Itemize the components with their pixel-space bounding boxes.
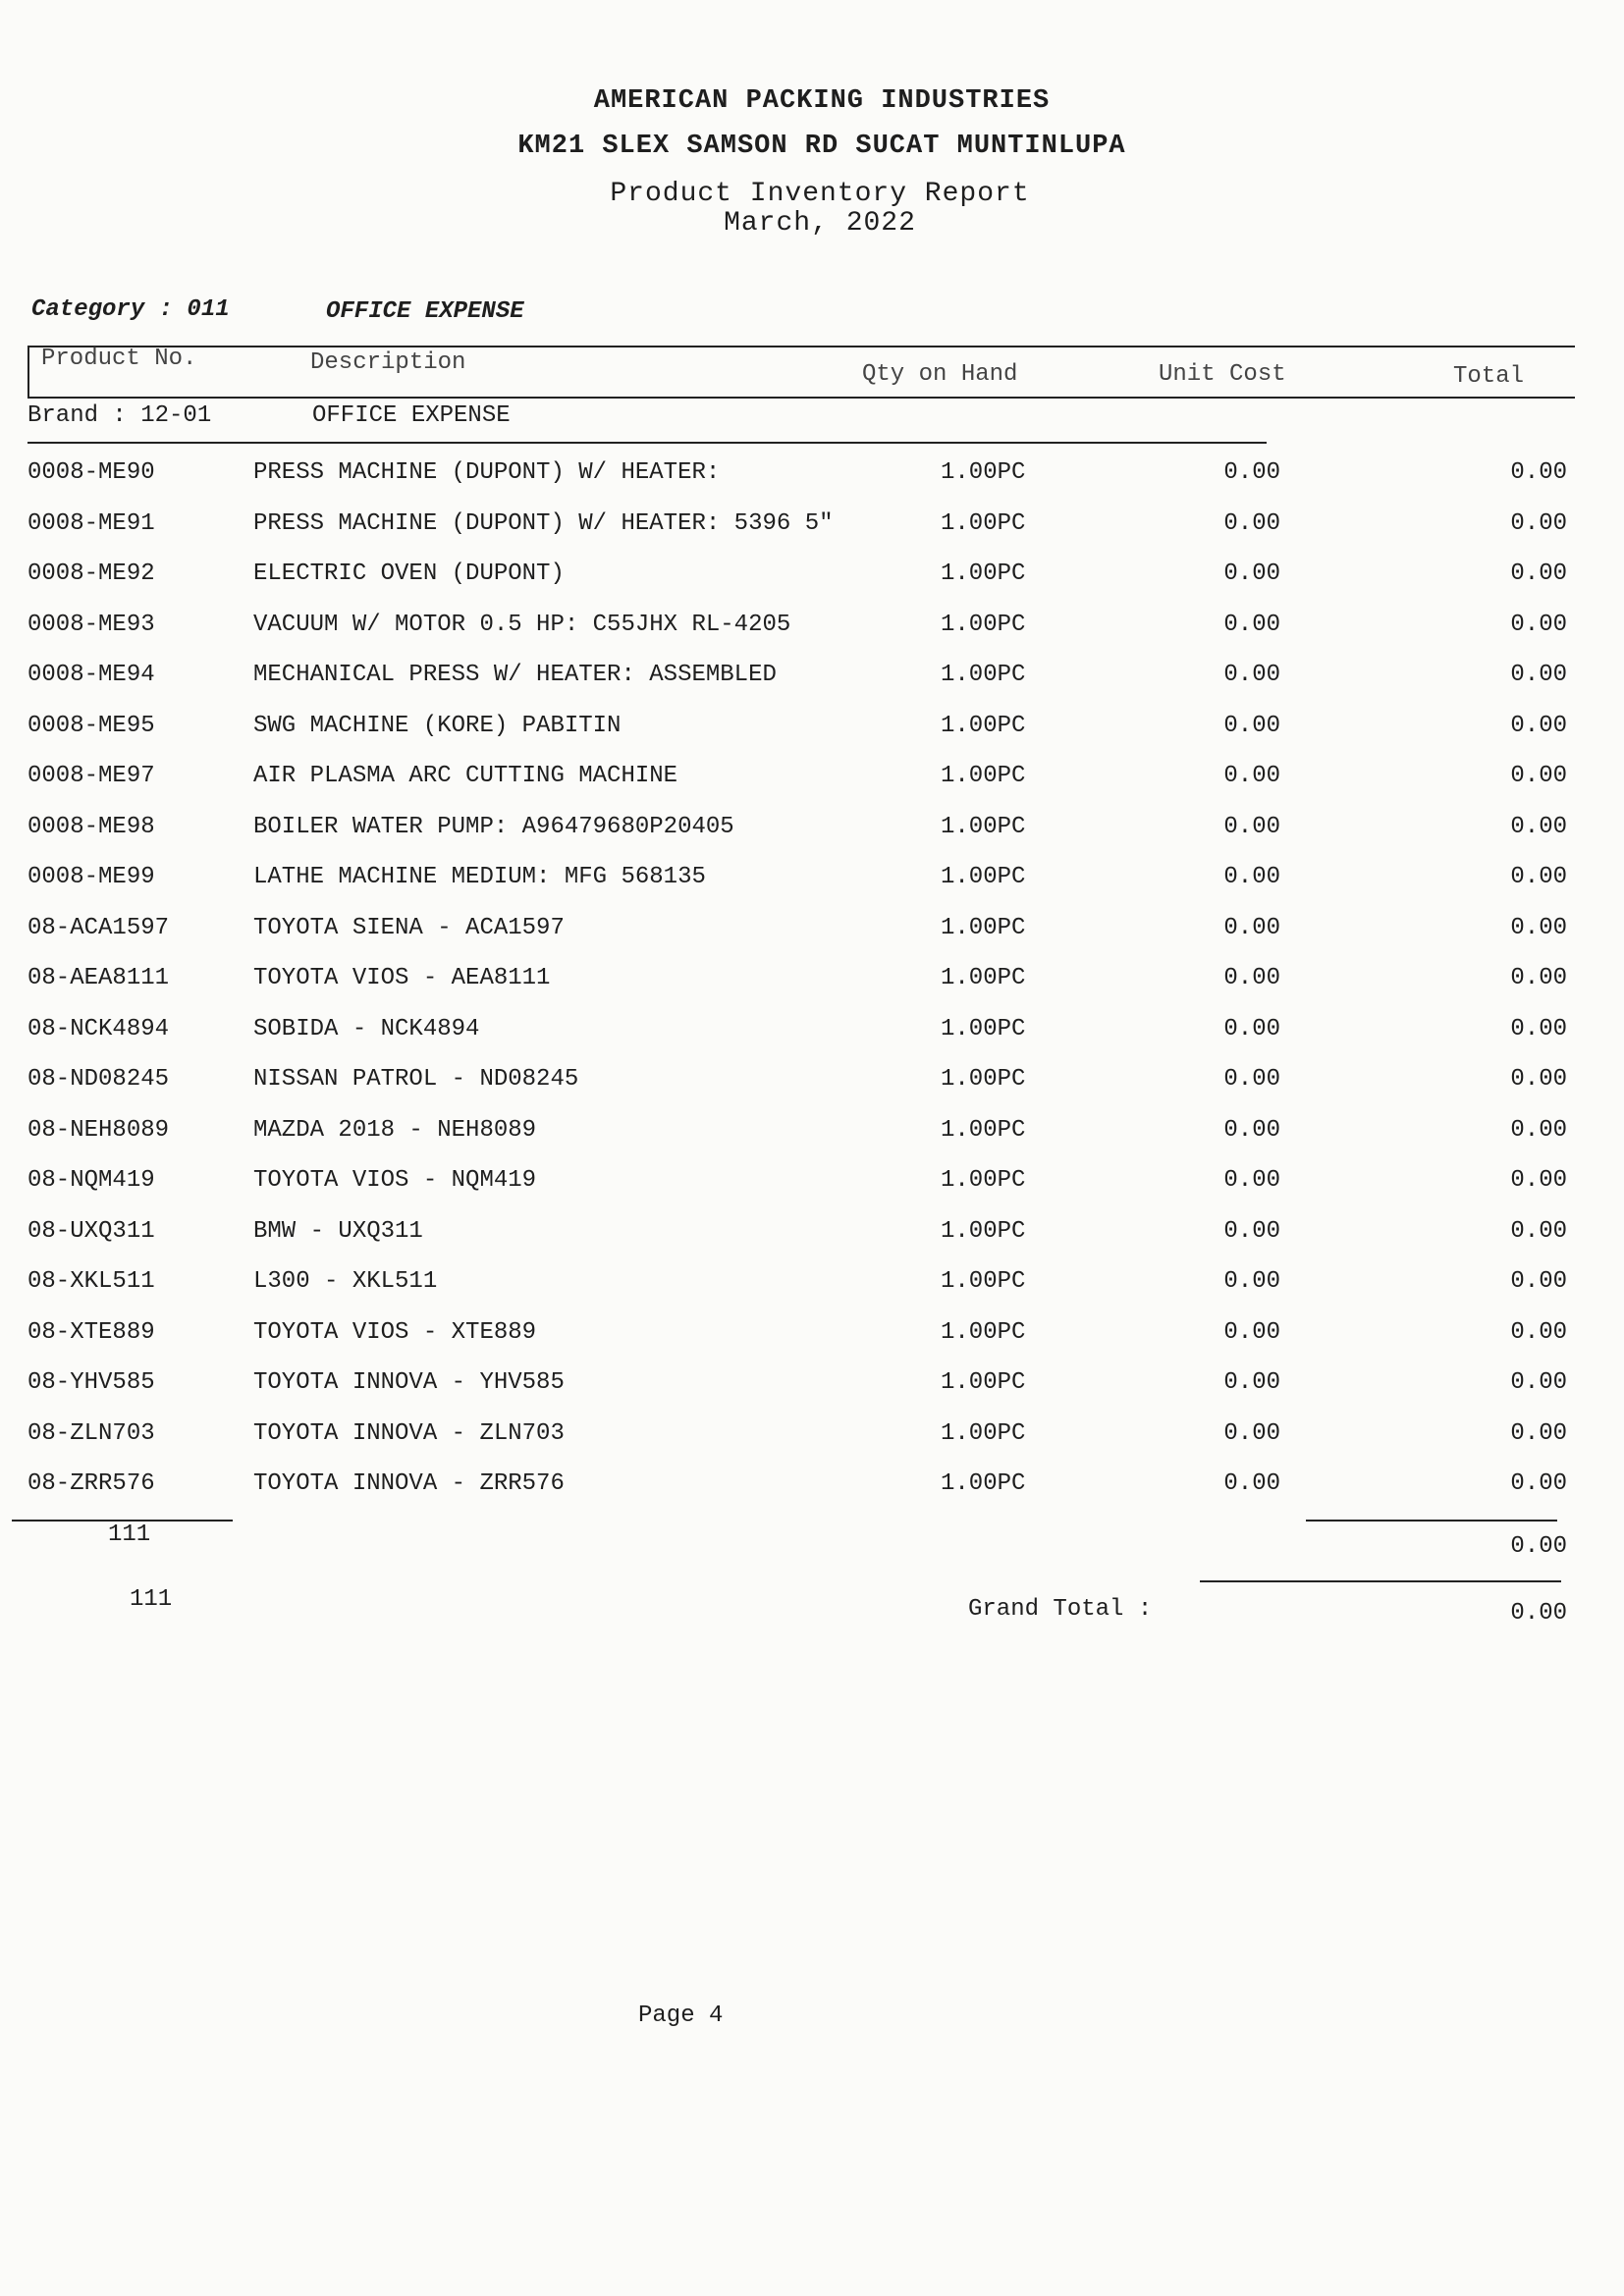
qty-on-hand: 1.00PC <box>941 1066 1026 1093</box>
table-row <box>0 510 1624 561</box>
qty-on-hand: 1.00PC <box>941 1419 1026 1447</box>
line-total: 0.00 <box>1510 509 1567 537</box>
product-description: TOYOTA VIOS - XTE889 <box>253 1318 537 1346</box>
product-no: 08-ZRR576 <box>27 1470 155 1497</box>
product-no: 08-UXQ311 <box>27 1217 155 1245</box>
unit-cost: 0.00 <box>1223 1066 1280 1093</box>
line-total: 0.00 <box>1510 1217 1567 1245</box>
qty-on-hand: 1.00PC <box>941 1470 1026 1497</box>
line-total: 0.00 <box>1510 1268 1567 1295</box>
company-name: AMERICAN PACKING INDUSTRIES <box>593 86 1051 116</box>
product-no: 0008-ME94 <box>27 662 155 688</box>
unit-cost: 0.00 <box>1223 1470 1280 1497</box>
line-total: 0.00 <box>1510 1116 1567 1144</box>
line-total: 0.00 <box>1510 561 1567 587</box>
product-description: MECHANICAL PRESS W/ HEATER: ASSEMBLED <box>253 662 777 688</box>
product-no: 08-ND08245 <box>27 1066 170 1093</box>
table-row <box>0 1167 1624 1218</box>
qty-on-hand: 1.00PC <box>941 459 1026 486</box>
line-total: 0.00 <box>1510 914 1567 941</box>
product-description: TOYOTA VIOS - NQM419 <box>253 1167 537 1194</box>
qty-on-hand: 1.00PC <box>941 662 1026 688</box>
product-no: 0008-ME90 <box>27 459 155 486</box>
product-no: 0008-ME98 <box>27 813 155 840</box>
line-total: 0.00 <box>1510 1066 1567 1093</box>
unit-cost: 0.00 <box>1223 864 1280 890</box>
product-description: BMW - UXQ311 <box>253 1217 423 1245</box>
page-number: Page 4 <box>638 2002 724 2029</box>
col-total: Total <box>1453 363 1525 390</box>
subtotal-code: 111 <box>108 1522 151 1548</box>
unit-cost: 0.00 <box>1223 813 1280 840</box>
product-no: 08-NEH8089 <box>27 1116 170 1144</box>
qty-on-hand: 1.00PC <box>941 712 1026 739</box>
table-row <box>0 1117 1624 1168</box>
qty-on-hand: 1.00PC <box>941 1015 1026 1042</box>
product-no: 08-NQM419 <box>27 1167 155 1194</box>
unit-cost: 0.00 <box>1223 561 1280 587</box>
qty-on-hand: 1.00PC <box>941 763 1026 789</box>
table-row <box>0 915 1624 966</box>
product-description: PRESS MACHINE (DUPONT) W/ HEATER: <box>253 459 721 486</box>
line-total: 0.00 <box>1510 864 1567 890</box>
line-total: 0.00 <box>1510 459 1567 486</box>
product-description: TOYOTA SIENA - ACA1597 <box>253 914 565 941</box>
unit-cost: 0.00 <box>1223 1369 1280 1396</box>
line-total: 0.00 <box>1510 611 1567 638</box>
line-total: 0.00 <box>1510 763 1567 789</box>
qty-on-hand: 1.00PC <box>941 864 1026 890</box>
unit-cost: 0.00 <box>1223 712 1280 739</box>
unit-cost: 0.00 <box>1223 1217 1280 1245</box>
product-description: PRESS MACHINE (DUPONT) W/ HEATER: 5396 5" <box>253 509 834 537</box>
product-no: 08-ZLN703 <box>27 1419 155 1447</box>
unit-cost: 0.00 <box>1223 1167 1280 1194</box>
product-no: 08-XKL511 <box>27 1268 155 1295</box>
table-row <box>0 561 1624 612</box>
unit-cost: 0.00 <box>1223 965 1280 991</box>
table-row <box>0 965 1624 1016</box>
product-description: VACUUM W/ MOTOR 0.5 HP: C55JHX RL-4205 <box>253 611 791 638</box>
product-description: MAZDA 2018 - NEH8089 <box>253 1116 537 1144</box>
qty-on-hand: 1.00PC <box>941 1167 1026 1194</box>
line-total: 0.00 <box>1510 1318 1567 1346</box>
product-description: NISSAN PATROL - ND08245 <box>253 1066 579 1093</box>
unit-cost: 0.00 <box>1223 763 1280 789</box>
table-row <box>0 1066 1624 1117</box>
product-description: LATHE MACHINE MEDIUM: MFG 568135 <box>253 864 706 890</box>
product-description: ELECTRIC OVEN (DUPONT) <box>253 561 565 587</box>
product-description: TOYOTA INNOVA - ZRR576 <box>253 1470 565 1497</box>
line-total: 0.00 <box>1510 965 1567 991</box>
category-description: OFFICE EXPENSE <box>326 298 524 325</box>
report-period: March, 2022 <box>724 208 916 239</box>
product-description: BOILER WATER PUMP: A96479680P20405 <box>253 813 734 840</box>
product-description: SWG MACHINE (KORE) PABITIN <box>253 712 622 739</box>
product-description: SOBIDA - NCK4894 <box>253 1015 480 1042</box>
qty-on-hand: 1.00PC <box>941 1318 1026 1346</box>
line-total: 0.00 <box>1510 1167 1567 1194</box>
category-label: Category : 011 <box>31 296 230 323</box>
line-total: 0.00 <box>1510 662 1567 688</box>
qty-on-hand: 1.00PC <box>941 611 1026 638</box>
table-row <box>0 763 1624 814</box>
unit-cost: 0.00 <box>1223 459 1280 486</box>
brand-label: Brand : 12-01 <box>27 402 212 429</box>
col-unit-cost: Unit Cost <box>1159 361 1286 388</box>
subtotal-rule-right <box>1306 1520 1557 1522</box>
product-description: TOYOTA VIOS - AEA8111 <box>253 965 551 991</box>
unit-cost: 0.00 <box>1223 509 1280 537</box>
unit-cost: 0.00 <box>1223 1318 1280 1346</box>
product-no: 08-XTE889 <box>27 1318 155 1346</box>
product-no: 0008-ME97 <box>27 763 155 789</box>
product-description: L300 - XKL511 <box>253 1268 438 1295</box>
line-total: 0.00 <box>1510 1369 1567 1396</box>
product-description: TOYOTA INNOVA - ZLN703 <box>253 1419 565 1447</box>
table-row <box>0 713 1624 764</box>
product-no: 0008-ME95 <box>27 712 155 739</box>
table-row <box>0 1420 1624 1471</box>
line-total: 0.00 <box>1510 1470 1567 1497</box>
qty-on-hand: 1.00PC <box>941 914 1026 941</box>
product-no: 0008-ME91 <box>27 509 155 537</box>
product-description: TOYOTA INNOVA - YHV585 <box>253 1369 565 1396</box>
table-row <box>0 814 1624 865</box>
line-total: 0.00 <box>1510 1015 1567 1042</box>
unit-cost: 0.00 <box>1223 1015 1280 1042</box>
col-description: Description <box>310 349 466 376</box>
product-no: 08-NCK4894 <box>27 1015 170 1042</box>
qty-on-hand: 1.00PC <box>941 1369 1026 1396</box>
product-description: AIR PLASMA ARC CUTTING MACHINE <box>253 763 678 789</box>
table-row <box>0 612 1624 663</box>
brand-description: OFFICE EXPENSE <box>312 402 511 429</box>
table-row <box>0 1268 1624 1319</box>
grand-total-code: 111 <box>130 1586 173 1613</box>
company-address: KM21 SLEX SAMSON RD SUCAT MUNTINLUPA <box>517 132 1126 161</box>
line-total: 0.00 <box>1510 1419 1567 1447</box>
product-no: 0008-ME92 <box>27 561 155 587</box>
unit-cost: 0.00 <box>1223 611 1280 638</box>
table-row <box>0 1369 1624 1420</box>
qty-on-hand: 1.00PC <box>941 1268 1026 1295</box>
table-row <box>0 662 1624 713</box>
unit-cost: 0.00 <box>1223 1116 1280 1144</box>
table-header <box>27 346 1575 399</box>
qty-on-hand: 1.00PC <box>941 1116 1026 1144</box>
line-total: 0.00 <box>1510 813 1567 840</box>
table-row <box>0 459 1624 510</box>
unit-cost: 0.00 <box>1223 914 1280 941</box>
product-no: 0008-ME93 <box>27 611 155 638</box>
table-row <box>0 1218 1624 1269</box>
table-row <box>0 864 1624 915</box>
unit-cost: 0.00 <box>1223 1419 1280 1447</box>
product-no: 0008-ME99 <box>27 864 155 890</box>
col-product-no: Product No. <box>41 346 197 372</box>
qty-on-hand: 1.00PC <box>941 561 1026 587</box>
category-heading <box>31 296 524 325</box>
product-no: 08-AEA8111 <box>27 965 170 991</box>
qty-on-hand: 1.00PC <box>941 813 1026 840</box>
inventory-rows <box>0 459 1624 1522</box>
unit-cost: 0.00 <box>1223 1268 1280 1295</box>
report-title: Product Inventory Report <box>610 179 1030 209</box>
table-row <box>0 1470 1624 1522</box>
brand-row <box>27 397 1267 444</box>
product-no: 08-YHV585 <box>27 1369 155 1396</box>
col-qty: Qty on Hand <box>862 361 1018 388</box>
grand-total-label: Grand Total : <box>968 1596 1153 1623</box>
unit-cost: 0.00 <box>1223 662 1280 688</box>
grand-total-value: 0.00 <box>1510 1600 1567 1627</box>
table-row <box>0 1319 1624 1370</box>
table-row <box>0 1016 1624 1067</box>
line-total: 0.00 <box>1510 712 1567 739</box>
qty-on-hand: 1.00PC <box>941 965 1026 991</box>
grand-total-rule <box>1200 1580 1561 1582</box>
subtotal-value: 0.00 <box>1510 1533 1567 1560</box>
qty-on-hand: 1.00PC <box>941 1217 1026 1245</box>
qty-on-hand: 1.00PC <box>941 509 1026 537</box>
product-no: 08-ACA1597 <box>27 914 170 941</box>
